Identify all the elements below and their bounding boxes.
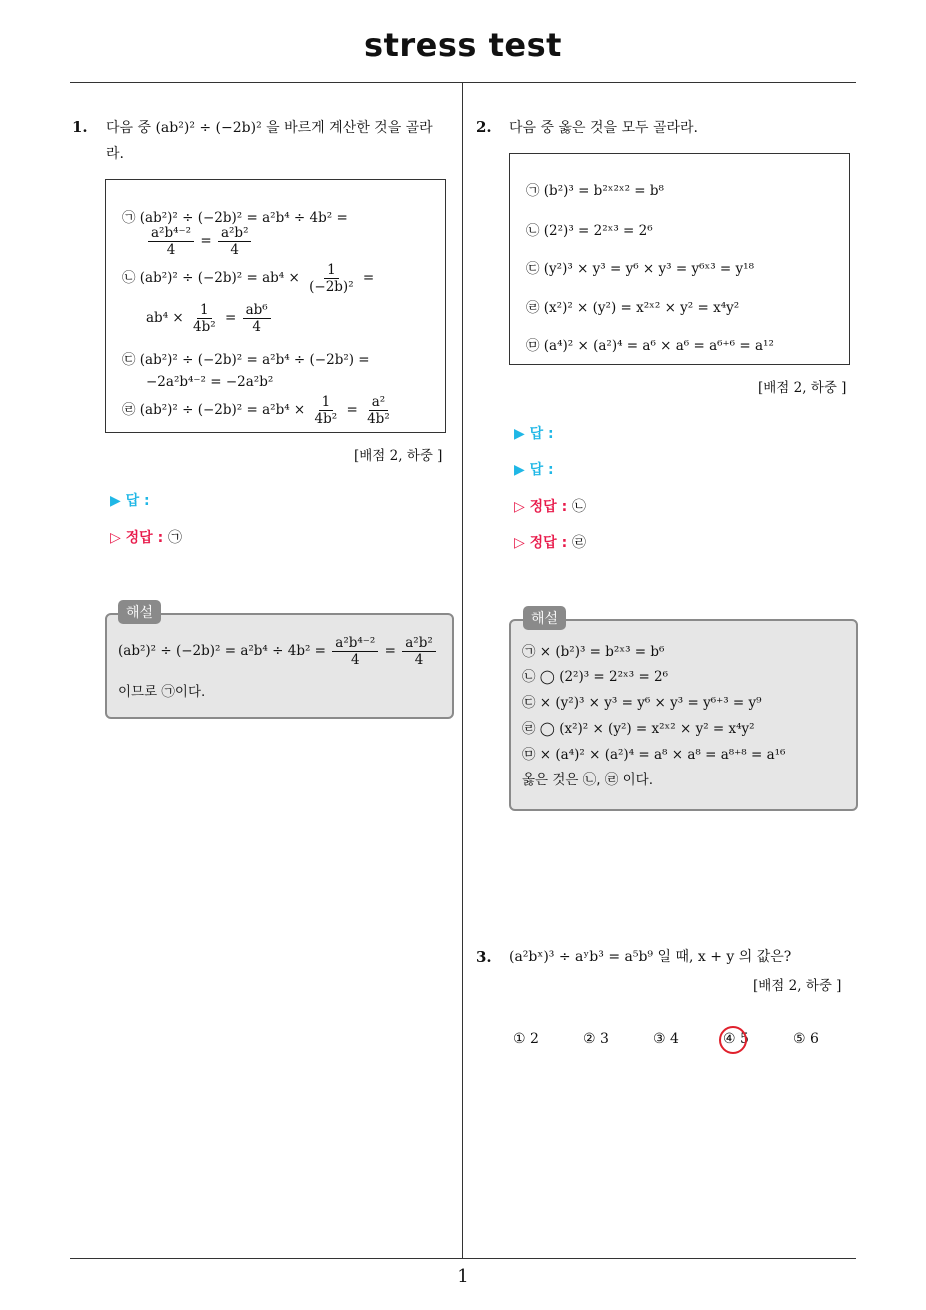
- eq-sign: =: [362, 270, 375, 286]
- correct-value: ㉠: [168, 530, 183, 546]
- eq-sign: =: [384, 643, 396, 659]
- q1-explanation-tag: 해설: [118, 600, 161, 624]
- option-text: ㉡ (ab²)² ÷ (−2b)² = ab⁴ ×: [122, 270, 300, 286]
- correct-value: ㉣: [572, 535, 587, 551]
- q2-option-2: ㉡ (2²)³ = 2²ˣ³ = 2⁶: [526, 223, 653, 239]
- q2-explanation-line4: ㉣ ◯ (x²)² × (y²) = x²ˣ² × y² = x⁴y²: [522, 721, 755, 737]
- q2-explanation-tag: 해설: [523, 606, 566, 630]
- q1-option-1b: [146, 225, 253, 258]
- correct-value: ㉡: [572, 499, 587, 515]
- frac-den: (−2b)²: [309, 279, 354, 295]
- choice-5[interactable]: ⑤ 6: [793, 1031, 819, 1047]
- q1-score: [배점 2, 하중 ]: [354, 448, 443, 464]
- option-text: ab⁴ ×: [146, 310, 184, 326]
- top-rule: [70, 82, 856, 83]
- bottom-rule: [70, 1258, 856, 1259]
- frac-num: 1: [197, 302, 212, 319]
- frac-num: a²: [369, 394, 388, 411]
- correct-label-text: ▷ 정답 :: [514, 499, 568, 515]
- choice-2[interactable]: ② 3: [583, 1031, 609, 1047]
- q2-text: 다음 중 옳은 것을 모두 골라라.: [509, 120, 698, 136]
- q2-correct-answer-2: [514, 532, 586, 552]
- correct-label-text: ▷ 정답 :: [514, 535, 568, 551]
- q3-choices: [513, 1031, 863, 1047]
- eq-sign: =: [224, 310, 237, 326]
- frac-den: 4b²: [367, 411, 390, 427]
- q3-text: (a²bˣ)³ ÷ aʸb³ = a⁵b⁹ 일 때, x + y 의 값은?: [509, 949, 792, 965]
- column-divider: [462, 83, 463, 1259]
- q1-explanation-line2: 이므로 ㉠이다.: [118, 684, 206, 700]
- q2-explanation-line3: ㉢ × (y²)³ × y³ = y⁶ × y³ = y⁶⁺³ = y⁹: [522, 695, 762, 711]
- q1-option-4: [122, 394, 395, 427]
- frac-num: a²b²: [218, 225, 252, 242]
- expl-text: (ab²)² ÷ (−2b)² = a²b⁴ ÷ 4b² =: [118, 643, 326, 659]
- q2-explanation-line6: 옳은 것은 ㉡, ㉣ 이다.: [522, 772, 653, 788]
- q1-option-2a: [122, 262, 374, 295]
- frac-num: a²b⁴⁻²: [332, 635, 378, 652]
- q2-score: [배점 2, 하중 ]: [758, 380, 847, 396]
- q1-text-line1: 다음 중 (ab²)² ÷ (−2b)² 을 바르게 계산한 것을 골라: [106, 120, 433, 136]
- q2-option-5: ㉤ (a⁴)² × (a²)⁴ = a⁶ × a⁶ = a⁶⁺⁶ = a¹²: [526, 338, 774, 354]
- frac-num: 1: [319, 394, 334, 411]
- q2-correct-answer-1: [514, 496, 586, 516]
- frac-den: 4: [351, 652, 360, 668]
- choice-3[interactable]: ③ 4: [653, 1031, 679, 1047]
- choice-1[interactable]: ① 2: [513, 1031, 539, 1047]
- q3-score: [배점 2, 하중 ]: [753, 978, 842, 994]
- correct-label-text: ▷ 정답 :: [110, 530, 164, 546]
- frac-den: 4: [252, 319, 261, 335]
- option-text: ㉣ (ab²)² ÷ (−2b)² = a²b⁴ ×: [122, 402, 306, 418]
- q1-option-3b: −2a²b⁴⁻² = −2a²b²: [146, 374, 274, 390]
- eq-sign: =: [346, 402, 358, 418]
- q2-explanation-line2: ㉡ ◯ (2²)³ = 2²ˣ³ = 2⁶: [522, 669, 669, 685]
- q2-option-3: ㉢ (y²)³ × y³ = y⁶ × y³ = y⁶ˣ³ = y¹⁸: [526, 261, 754, 277]
- frac-num: a²b⁴⁻²: [148, 225, 194, 242]
- frac-den: 4b²: [314, 411, 338, 427]
- eq-sign: =: [200, 233, 212, 249]
- q1-answer-label: ▶ 답 :: [110, 493, 150, 509]
- page-title: stress test: [364, 26, 562, 64]
- frac-den: 4: [230, 242, 240, 258]
- q1-correct-answer: [110, 527, 182, 547]
- q1-explanation-line1: [118, 635, 438, 668]
- q3-number: 3.: [476, 948, 492, 966]
- q1-text-line2: 라.: [106, 146, 124, 162]
- q2-explanation-line5: ㉤ × (a⁴)² × (a²)⁴ = a⁸ × a⁸ = a⁸⁺⁸ = a¹⁶: [522, 747, 786, 763]
- q1-option-2b: [146, 302, 273, 335]
- q2-answer-label-2: ▶ 답 :: [514, 462, 554, 478]
- frac-num: ab⁶: [243, 302, 271, 319]
- frac-den: 4: [166, 242, 176, 258]
- q1-option-3a: ㉢ (ab²)² ÷ (−2b)² = a²b⁴ ÷ (−2b²) =: [122, 352, 370, 368]
- frac-num: 1: [324, 262, 339, 279]
- q1-number: 1.: [72, 118, 88, 136]
- q2-explanation-line1: ㉠ × (b²)³ = b²ˣ³ = b⁶: [522, 644, 665, 660]
- q2-option-1: ㉠ (b²)³ = b²ˣ²ˣ² = b⁸: [526, 183, 664, 199]
- frac-den: 4b²: [193, 319, 216, 335]
- q1-option-1a: ㉠ (ab²)² ÷ (−2b)² = a²b⁴ ÷ 4b² =: [122, 210, 348, 226]
- page-number: 1: [457, 1266, 469, 1287]
- selected-answer-circle-icon: [719, 1026, 747, 1054]
- q2-number: 2.: [476, 118, 492, 136]
- frac-den: 4: [414, 652, 424, 668]
- q2-option-4: ㉣ (x²)² × (y²) = x²ˣ² × y² = x⁴y²: [526, 300, 740, 316]
- choice-4[interactable]: ④ 5: [723, 1031, 749, 1047]
- frac-num: a²b²: [402, 635, 436, 652]
- q2-answer-label-1: ▶ 답 :: [514, 426, 554, 442]
